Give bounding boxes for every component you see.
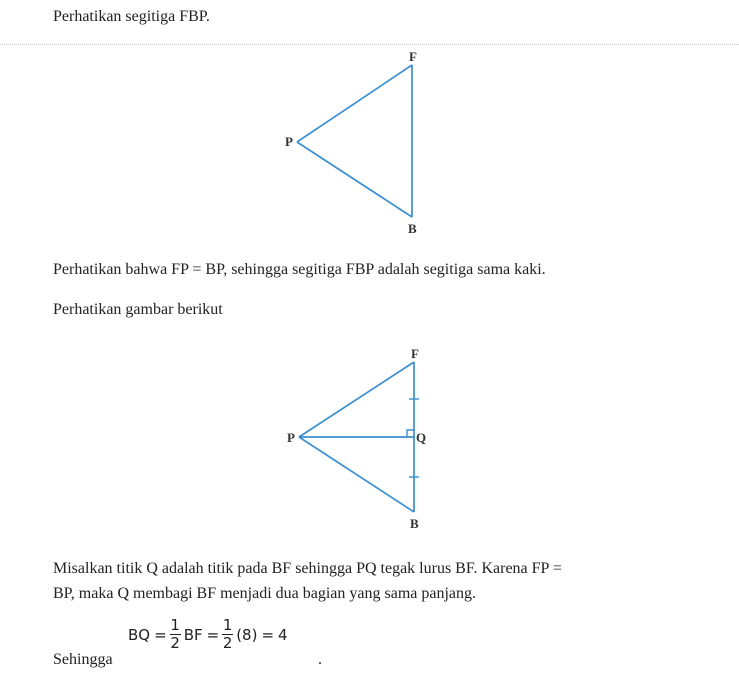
math-bf: BF bbox=[183, 625, 203, 644]
vertex-label-f: F bbox=[411, 346, 419, 361]
triangle-altitude-figure bbox=[0, 340, 739, 535]
math-bq: BQ bbox=[128, 625, 151, 644]
statement-figure-intro: Perhatikan gambar berikut bbox=[53, 301, 223, 318]
right-angle-mark bbox=[407, 430, 414, 437]
explanation-line-2: BP, maka Q membagi BF menjadi dua bagian yang sama panjang. bbox=[53, 585, 477, 602]
math-equals-3: = bbox=[261, 625, 275, 644]
triangle-fbp-figure bbox=[0, 48, 739, 240]
vertex-label-p: P bbox=[285, 134, 293, 149]
math-result: 4 bbox=[278, 625, 288, 644]
vertex-label-b: B bbox=[410, 516, 419, 531]
section-divider bbox=[0, 44, 739, 45]
conclusion-equation bbox=[128, 617, 288, 652]
fraction-numerator: 1 bbox=[170, 616, 180, 634]
math-equals-1: = bbox=[154, 625, 167, 644]
fraction-denominator: 2 bbox=[222, 634, 233, 652]
explanation-line-1: Misalkan titik Q adalah titik pada BF sehingga PQ tegak lurus BF. Karena FP = bbox=[53, 560, 562, 577]
vertex-label-q: Q bbox=[416, 430, 427, 445]
conclusion-period: . bbox=[318, 651, 322, 668]
side-fp bbox=[299, 362, 414, 437]
side-fp bbox=[297, 65, 412, 142]
math-paren-value: (8) bbox=[236, 625, 258, 644]
vertex-label-b: B bbox=[408, 221, 417, 236]
fraction-numerator: 1 bbox=[222, 616, 233, 634]
statement-isosceles: Perhatikan bahwa FP = BP, sehingga segitiga FBP adalah segitiga sama kaki. bbox=[53, 261, 546, 278]
vertex-label-f: F bbox=[409, 49, 417, 64]
fraction-half-1 bbox=[170, 617, 181, 652]
side-pb bbox=[297, 142, 412, 217]
side-pb bbox=[299, 437, 414, 512]
conclusion-prefix: Sehingga bbox=[53, 651, 113, 668]
vertex-label-p: P bbox=[287, 430, 295, 445]
math-equals-2: = bbox=[206, 625, 220, 644]
fraction-denominator: 2 bbox=[170, 634, 180, 652]
intro-text: Perhatikan segitiga FBP. bbox=[53, 8, 210, 25]
fraction-half-2 bbox=[222, 617, 233, 652]
